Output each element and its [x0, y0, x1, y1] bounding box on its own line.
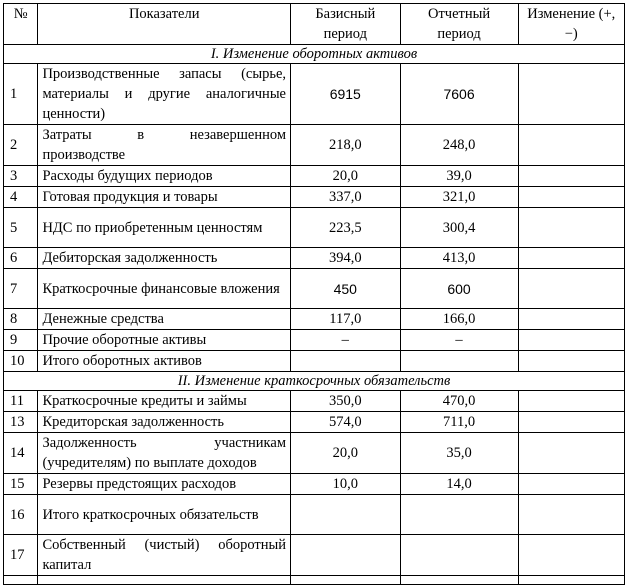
row-report: 7606 [400, 64, 518, 125]
empty-cell [38, 576, 291, 585]
row-num: 16 [4, 495, 38, 535]
row-report: 14,0 [400, 474, 518, 495]
row-num: 15 [4, 474, 38, 495]
row-name: Краткосрочные финансовые вложения [38, 269, 291, 309]
row-num: 11 [4, 391, 38, 412]
row-name: Кредиторская задолженность [38, 412, 291, 433]
table-row [4, 351, 625, 372]
table-row [4, 474, 625, 495]
row-name: Дебиторская задолженность [38, 248, 291, 269]
row-change [518, 125, 624, 166]
row-name: Производственные запасы (сырье, материалы и другие аналогичные ценности) [38, 64, 291, 125]
row-num: 1 [4, 64, 38, 125]
row-change [518, 535, 624, 576]
row-name: Краткосрочные кредиты и займы [38, 391, 291, 412]
row-num: 6 [4, 248, 38, 269]
row-num: 9 [4, 330, 38, 351]
row-change [518, 330, 624, 351]
row-change [518, 412, 624, 433]
row-num: 7 [4, 269, 38, 309]
row-base: 223,5 [291, 208, 401, 248]
table-row [4, 309, 625, 330]
row-num: 17 [4, 535, 38, 576]
section-title-assets: I. Изменение оборотных активов [4, 45, 625, 64]
row-base [291, 495, 401, 535]
table-row [4, 412, 625, 433]
row-name: Готовая продукция и товары [38, 187, 291, 208]
row-report: 600 [400, 269, 518, 309]
row-name: Итого краткосрочных обязательств [38, 495, 291, 535]
row-name: Прочие оборотные активы [38, 330, 291, 351]
table-row [4, 248, 625, 269]
row-name: Расходы будущих периодов [38, 166, 291, 187]
row-report: 413,0 [400, 248, 518, 269]
row-num: 8 [4, 309, 38, 330]
table-row [4, 64, 625, 125]
header-change: Изменение (+, −) [518, 4, 624, 45]
row-base: 337,0 [291, 187, 401, 208]
row-base: 20,0 [291, 433, 401, 474]
row-change [518, 64, 624, 125]
row-report: 166,0 [400, 309, 518, 330]
row-report: 321,0 [400, 187, 518, 208]
row-name: Итого оборотных активов [38, 351, 291, 372]
section-row-assets [4, 45, 625, 64]
table-row [4, 269, 625, 309]
header-indicator: Показатели [38, 4, 291, 45]
table-row [4, 391, 625, 412]
row-name: Затраты в незавершенном производстве [38, 125, 291, 166]
row-change [518, 309, 624, 330]
row-name: НДС по приобретенным ценностям [38, 208, 291, 248]
empty-row [4, 576, 625, 585]
row-change [518, 248, 624, 269]
row-base: 117,0 [291, 309, 401, 330]
table-row [4, 433, 625, 474]
row-change [518, 269, 624, 309]
row-base [291, 351, 401, 372]
row-name: Денежные средства [38, 309, 291, 330]
row-change [518, 351, 624, 372]
row-change [518, 474, 624, 495]
working-capital-table [3, 3, 625, 585]
row-base: 6915 [291, 64, 401, 125]
row-change [518, 495, 624, 535]
row-report: 711,0 [400, 412, 518, 433]
table-row [4, 187, 625, 208]
header-row [4, 4, 625, 45]
row-name: Задолженность участникам (учредителям) по выплате доходов [38, 433, 291, 474]
row-base: – [291, 330, 401, 351]
header-report-period: Отчетный период [400, 4, 518, 45]
table-row [4, 330, 625, 351]
row-report: – [400, 330, 518, 351]
row-report: 39,0 [400, 166, 518, 187]
row-report [400, 535, 518, 576]
row-num: 3 [4, 166, 38, 187]
row-report: 300,4 [400, 208, 518, 248]
section-row-liabilities [4, 372, 625, 391]
row-report: 35,0 [400, 433, 518, 474]
section-title-liabilities: II. Изменение краткосрочных обязательств [4, 372, 625, 391]
table-row [4, 208, 625, 248]
row-base: 574,0 [291, 412, 401, 433]
row-report [400, 495, 518, 535]
row-num: 13 [4, 412, 38, 433]
header-num: № [4, 4, 38, 45]
row-num: 4 [4, 187, 38, 208]
row-report [400, 351, 518, 372]
row-name: Собственный (чистый) оборотный капитал [38, 535, 291, 576]
row-base: 20,0 [291, 166, 401, 187]
row-change [518, 187, 624, 208]
row-change [518, 433, 624, 474]
row-change [518, 208, 624, 248]
row-base: 10,0 [291, 474, 401, 495]
row-num: 14 [4, 433, 38, 474]
table-row [4, 535, 625, 576]
table-row [4, 125, 625, 166]
row-base [291, 535, 401, 576]
row-base: 218,0 [291, 125, 401, 166]
table-row [4, 495, 625, 535]
row-base: 394,0 [291, 248, 401, 269]
row-num: 10 [4, 351, 38, 372]
row-name: Резервы предстоящих расходов [38, 474, 291, 495]
row-num: 5 [4, 208, 38, 248]
row-report: 248,0 [400, 125, 518, 166]
empty-cell [400, 576, 518, 585]
header-base-period: Базисный период [291, 4, 401, 45]
empty-cell [4, 576, 38, 585]
row-report: 470,0 [400, 391, 518, 412]
row-change [518, 391, 624, 412]
row-base: 450 [291, 269, 401, 309]
table-row [4, 166, 625, 187]
empty-cell [518, 576, 624, 585]
row-num: 2 [4, 125, 38, 166]
empty-cell [291, 576, 401, 585]
row-base: 350,0 [291, 391, 401, 412]
row-change [518, 166, 624, 187]
